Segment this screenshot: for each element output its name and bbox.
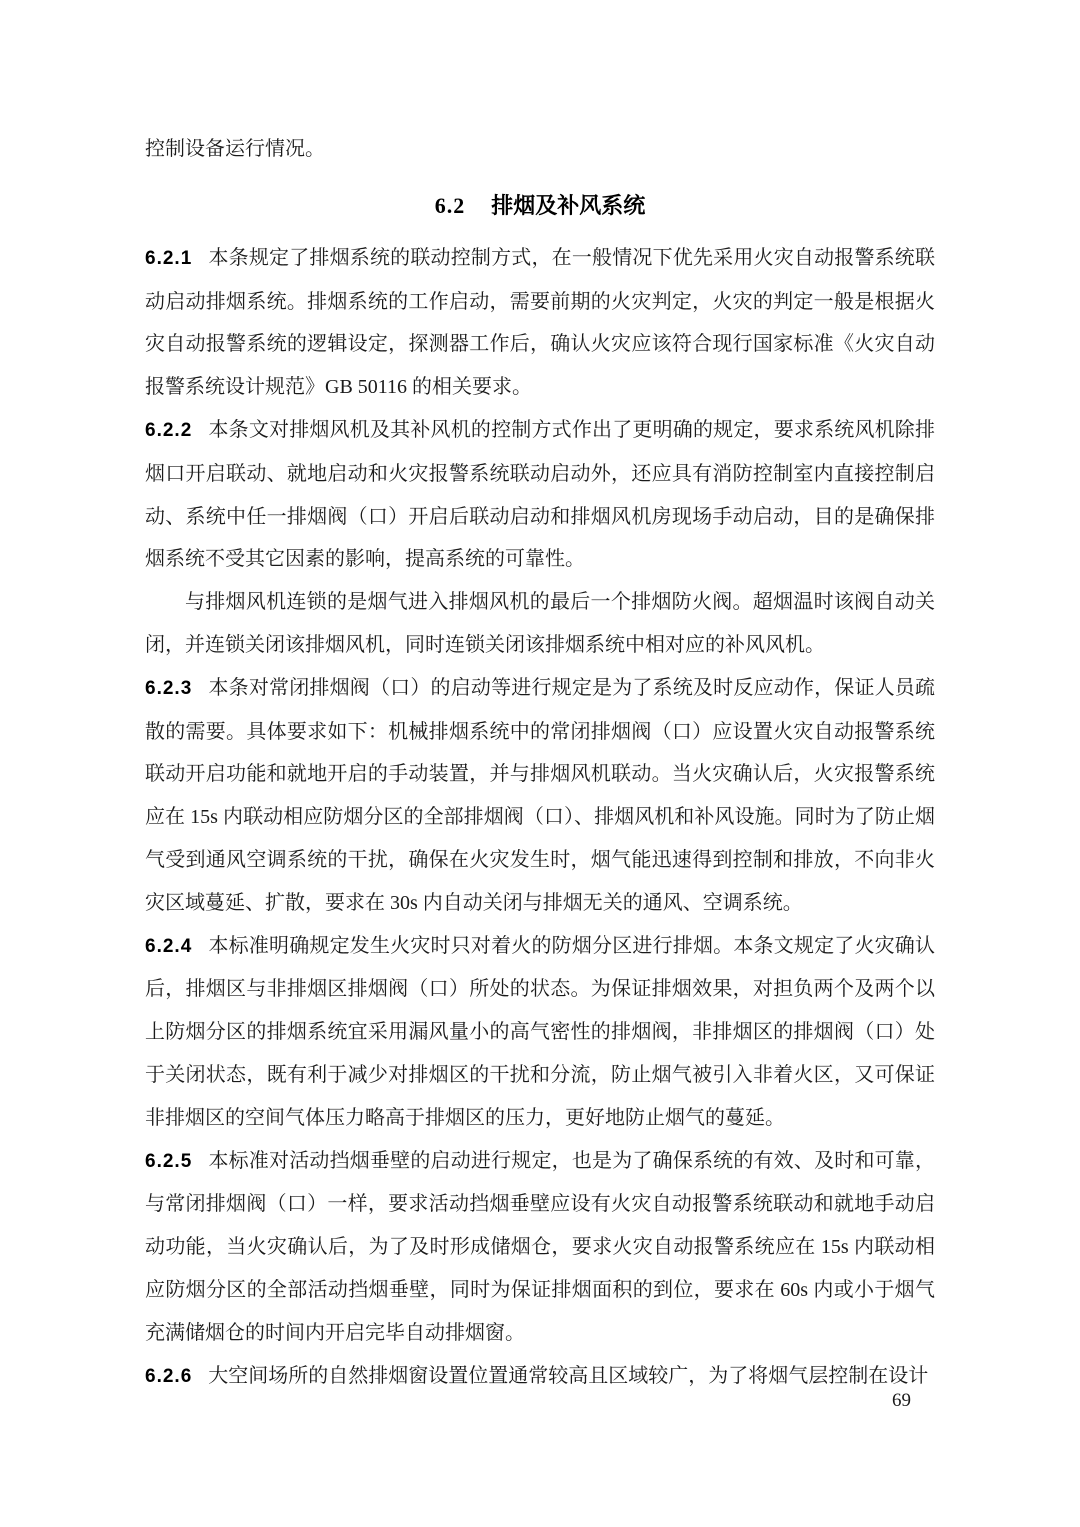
page-number: 69: [892, 1390, 911, 1411]
clause-text: 本条文对排烟风机及其补风机的控制方式作出了更明确的规定，要求系统风机除排烟口开启联动、就地启动和火灾报警系统联动启动外，还应具有消防控制室内直接控制启动、系统中任一排烟阀（口）开启后联动启动和排烟风机房现场手动启动，目的是确保排烟系统不受其它因素的影响，提高系统的可靠性。: [145, 418, 935, 571]
clause-6-2-5: [145, 1140, 935, 1355]
clause-text: 与排烟风机连锁的是烟气进入排烟风机的最后一个排烟防火阀。超烟温时该阀自动关闭，并连锁关闭该排烟风机，同时连锁关闭该排烟系统中相对应的补风风机。: [145, 591, 935, 656]
clause-number: 6.2.5: [145, 1150, 193, 1172]
clause-text: 本条对常闭排烟阀（口）的启动等进行规定是为了系统及时反应动作，保证人员疏散的需要。具体要求如下：机械排烟系统中的常闭排烟阀（口）应设置火灾自动报警系统联动开启功能和就地开启的手动装置，并与排烟风机联动。当火灾确认后，火灾报警系统应在 15s 内联动相应防烟分区的全部排烟阀（口）、排烟风机和补风设施。同时为了防止烟气受到通风空调系统的干扰，确保在火灾发生时，烟气能迅速得到控制和排放，不向非火灾区域蔓延、扩散，要求在 30s 内自动关闭与排烟无关的通风、空调系统。: [145, 676, 935, 914]
clause-number: 6.2.6: [145, 1365, 193, 1387]
clause-6-2-2: [145, 409, 935, 581]
section-heading: [145, 191, 935, 221]
clause-text: 本标准明确规定发生火灾时只对着火的防烟分区进行排烟。本条文规定了火灾确认后，排烟区与非排烟区排烟阀（口）所处的状态。为保证排烟效果，对担负两个及两个以上防烟分区的排烟系统宜采用漏风量小的高气密性的排烟阀，非排烟区的排烟阀（口）处于关闭状态，既有利于减少对排烟区的干扰和分流，防止烟气被引入非着火区，又可保证非排烟区的空间气体压力略高于排烟区的压力，更好地防止烟气的蔓延。: [145, 934, 935, 1129]
clause-text: 本标准对活动挡烟垂壁的启动进行规定，也是为了确保系统的有效、及时和可靠，与常闭排烟阀（口）一样，要求活动挡烟垂壁应设有火灾自动报警系统联动和就地手动启动功能，当火灾确认后，为了及时形成储烟仓，要求火灾自动报警系统应在 15s 内联动相应防烟分区的全部活动挡烟垂壁，同时为保证排烟面积的到位，要求在 60s 内或小于烟气充满储烟仓的时间内开启完毕自动排烟窗。: [145, 1149, 935, 1344]
section-title: 排烟及补风系统: [491, 192, 646, 218]
clause-6-2-1: [145, 237, 935, 409]
clause-6-2-3: [145, 667, 935, 925]
clause-6-2-2-continuation: [145, 581, 935, 667]
clause-text: 大空间场所的自然排烟窗设置位置通常较高且区域较广，为了将烟气层控制在设计: [208, 1364, 929, 1387]
section-number: 6.2: [434, 192, 466, 218]
clause-text: 本条规定了排烟系统的联动控制方式，在一般情况下优先采用火灾自动报警系统联动启动排烟系统。排烟系统的工作启动，需要前期的火灾判定，火灾的判定一般是根据火灾自动报警系统的逻辑设定，探测器工作后，确认火灾应该符合现行国家标准《火灾自动报警系统设计规范》GB 50116 的相关要求。: [145, 246, 935, 399]
clause-number: 6.2.4: [145, 935, 193, 957]
clause-number: 6.2.1: [145, 247, 193, 269]
clause-number: 6.2.2: [145, 419, 193, 441]
text-content: [145, 128, 935, 1398]
clause-number: 6.2.3: [145, 677, 193, 699]
carryover-paragraph: 控制设备运行情况。: [145, 138, 325, 160]
clause-6-2-4: [145, 925, 935, 1140]
